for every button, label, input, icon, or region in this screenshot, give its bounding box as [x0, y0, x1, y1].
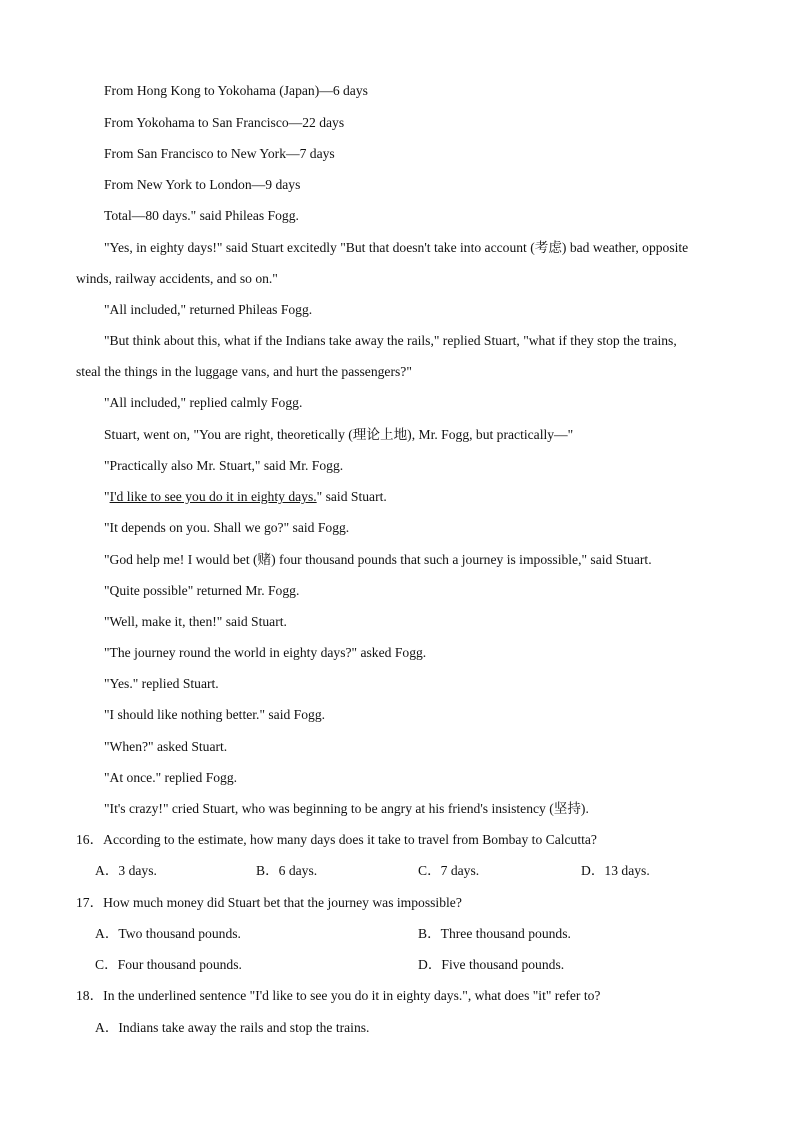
paragraph-fogg-4: "It depends on you. Shall we go?" said Fogg.: [104, 520, 350, 535]
paragraph-stuart-2-line-1: "But think about this, what if the Indians take away the rails," replied Stuart, "what if they stop the trains,: [104, 333, 677, 348]
paragraph-stuart-1-line-1: "Yes, in eighty days!" said Stuart excitedly "But that doesn't take into account (考虑) bad weather, opposite: [104, 240, 689, 255]
question-17-option-b[interactable]: B．Three thousand pounds.: [418, 926, 571, 941]
underlined-sentence: I'd like to see you do it in eighty days.: [109, 489, 317, 504]
question-16-option-b[interactable]: B．6 days.: [256, 863, 318, 878]
paragraph-fogg-5: "Quite possible" returned Mr. Fogg.: [104, 583, 300, 598]
itinerary-line-3: From San Francisco to New York—7 days: [104, 146, 335, 161]
question-18-option-a[interactable]: A．Indians take away the rails and stop the trains.: [95, 1020, 370, 1035]
paragraph-fogg-7: "I should like nothing better." said Fogg.: [104, 707, 326, 722]
paragraph-stuart-4: [104, 488, 387, 506]
paragraph-stuart-7: "Yes." replied Stuart.: [104, 676, 219, 691]
itinerary-line-2: From Yokohama to San Francisco—22 days: [104, 115, 345, 130]
question-16-option-a[interactable]: A．3 days.: [95, 863, 157, 878]
paragraph-stuart-5: "God help me! I would bet (赌) four thousand pounds that such a journey is impossible," said Stuart.: [104, 552, 652, 567]
paragraph-stuart-6: "Well, make it, then!" said Stuart.: [104, 614, 287, 629]
paragraph-fogg-3: "Practically also Mr. Stuart," said Mr. Fogg.: [104, 458, 344, 473]
question-16-stem: 16．According to the estimate, how many days does it take to travel from Bombay to Calcutta?: [76, 832, 597, 847]
paragraph-fogg-8: "At once." replied Fogg.: [104, 770, 238, 785]
paragraph-stuart-8: "When?" asked Stuart.: [104, 739, 228, 754]
paragraph-fogg-2: "All included," replied calmly Fogg.: [104, 395, 303, 410]
question-17-stem: 17．How much money did Stuart bet that the journey was impossible?: [76, 895, 462, 910]
quote-close: " said Stuart.: [316, 489, 387, 504]
quote-open: ": [104, 489, 110, 504]
question-17-option-d[interactable]: D．Five thousand pounds.: [418, 957, 565, 972]
question-17-option-c[interactable]: C．Four thousand pounds.: [95, 957, 242, 972]
paragraph-stuart-3: Stuart, went on, "You are right, theoretically (理论上地), Mr. Fogg, but practically—": [104, 427, 574, 442]
paragraph-stuart-1-line-2: winds, railway accidents, and so on.": [76, 271, 278, 286]
question-18-stem: 18．In the underlined sentence "I'd like to see you do it in eighty days.", what does "it" refer to?: [76, 988, 601, 1003]
paragraph-stuart-2-line-2: steal the things in the luggage vans, and hurt the passengers?": [76, 364, 412, 379]
paragraph-stuart-9: "It's crazy!" cried Stuart, who was beginning to be angry at his friend's insistency (坚持).: [104, 801, 589, 816]
itinerary-line-4: From New York to London—9 days: [104, 177, 301, 192]
paragraph-fogg-6: "The journey round the world in eighty days?" asked Fogg.: [104, 645, 427, 660]
itinerary-line-1: From Hong Kong to Yokohama (Japan)—6 days: [104, 83, 368, 98]
question-17-option-a[interactable]: A．Two thousand pounds.: [95, 926, 241, 941]
question-16-option-c[interactable]: C．7 days.: [418, 863, 480, 878]
itinerary-total: Total—80 days." said Phileas Fogg.: [104, 208, 299, 223]
question-16-option-d[interactable]: D．13 days.: [581, 863, 650, 878]
paragraph-fogg-1: "All included," returned Phileas Fogg.: [104, 302, 313, 317]
